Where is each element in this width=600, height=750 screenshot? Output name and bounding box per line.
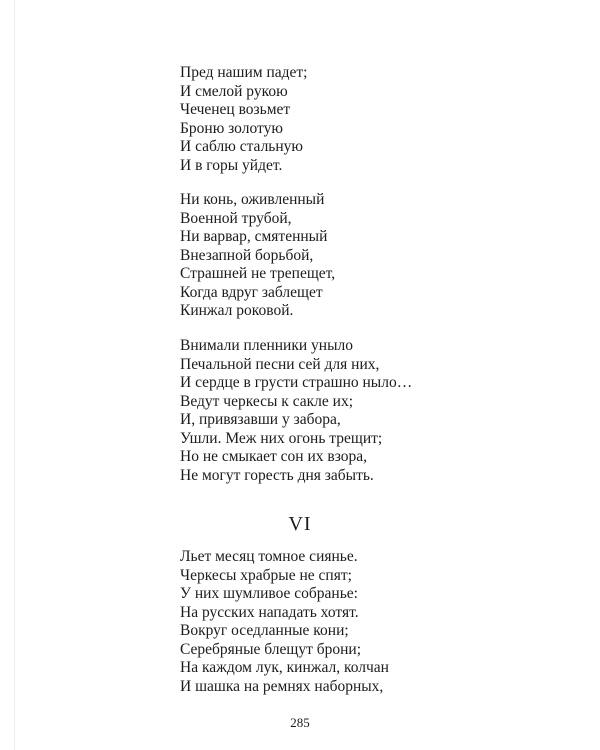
verse-line: Печальной песни сей для них,	[180, 355, 380, 373]
verse-line: Пред нашим падет;	[180, 64, 308, 81]
page-number: 285	[290, 715, 310, 730]
verse-line: Когда вдруг заблещет	[180, 283, 323, 301]
verse-line: Внимали пленники уныло	[180, 337, 353, 354]
verse-line: Кинжал роковой.	[180, 302, 294, 319]
verse-line: Ушли. Меж них огонь трещит;	[180, 429, 383, 447]
stanza-1	[180, 64, 308, 175]
verse-line: Но не смыкает сон их взора,	[180, 448, 367, 465]
verse-line: Черкесы храбрые не спят;	[180, 566, 352, 584]
verse-line: Ни варвар, смятенный	[180, 228, 328, 245]
verse-line: Броню золотую	[180, 119, 283, 137]
verse-line: Ведут черкесы к сакле их;	[180, 392, 354, 410]
verse-line: Внезапной борьбой,	[180, 246, 314, 264]
verse-line: На каждом лук, кинжал, колчан	[180, 659, 389, 676]
verse-line: И шашка на ремнях наборных,	[180, 677, 384, 695]
verse-line: Чеченец возьмет	[180, 101, 291, 118]
verse-line: Ни конь, оживленный	[180, 191, 325, 208]
verse-line: Серебряные блещут брони;	[180, 640, 361, 658]
stanza-2	[180, 191, 335, 321]
verse-line: Военной трубой,	[180, 209, 292, 227]
verse-line: И смелой рукою	[180, 82, 288, 100]
verse-line: У них шумливое собранье:	[180, 585, 358, 602]
verse-line: Страшней не трепещет,	[180, 265, 336, 282]
verse-line: Льет месяц томное сиянье.	[180, 548, 358, 565]
verse-line: И сердце в грусти страшно ныло…	[180, 374, 413, 391]
verse-line: И в горы уйдет.	[180, 156, 283, 174]
chapter-heading: VI	[288, 513, 312, 535]
verse-line: И, привязавши у забора,	[180, 411, 341, 428]
verse-line: Вокруг оседланные кони;	[180, 622, 349, 639]
stanza-3	[180, 337, 412, 485]
stanza-4	[180, 548, 389, 696]
verse-line: И саблю стальную	[180, 138, 303, 155]
verse-line: Не могут горесть дня забыть.	[180, 466, 374, 484]
verse-line: На русских нападать хотят.	[180, 603, 359, 621]
